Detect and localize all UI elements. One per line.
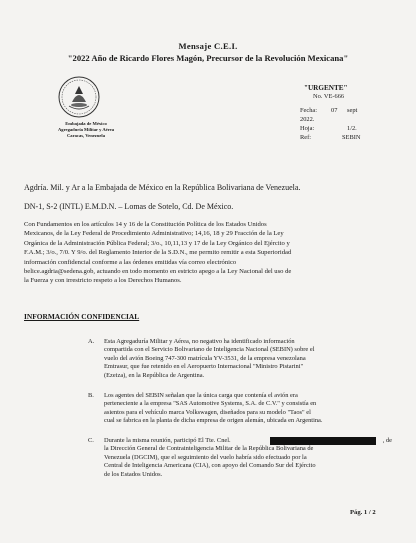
list-item-first-line [104, 437, 392, 445]
list-item-line: Venezuela (DGCIM), que el seguimiento del vuelo habría sido efectuado por la [104, 453, 307, 461]
list-item-line: (Ezeiza), en la República de Argentina. [104, 371, 205, 379]
embassy-identification [46, 121, 126, 138]
embassy-line: Agregaduría Militar y Aérea [57, 126, 114, 132]
ref-value: SEBIN [342, 134, 361, 141]
section-title: INFORMACIÓN CONFIDENCIAL [24, 312, 140, 321]
hoja-value: 1/2. [347, 125, 357, 132]
fecha-day: 07 [331, 107, 338, 114]
list-item-letter: B. [88, 392, 94, 399]
list-item-line: perteneciente a la empresa "SAS Automotive Systems, S.A. de C.V." y consistía en [104, 400, 317, 408]
list-item-line: asientos para el vehículo marca Volkswagen, diseñados para su modelo "Taos" el [104, 408, 311, 416]
fecha-month: sept [347, 107, 358, 114]
urgency-label: "URGENTE" [304, 84, 348, 92]
fecha-label: Fecha: [300, 107, 318, 114]
list-item-line: Central de Inteligencia Americana (CIA), con apoyo del Comando Sur del Ejército [104, 462, 316, 470]
paragraph-line: belice.agdria@sedena.gob, actuando en todo momento en estricto apego a la Ley Nacional del uso de [24, 268, 292, 276]
list-item-line-end: , de [382, 437, 392, 444]
page-number: Pág. 1 / 2 [350, 509, 376, 516]
paragraph-line: información confidencial conforme a las órdenes emitidas vía correo electrónico [24, 258, 237, 266]
legal-basis-paragraph [24, 220, 394, 286]
paragraph-line: Con Fundamentos en los artículos 14 y 16 de la Constitución Política de los Estados Unidos [24, 221, 267, 228]
list-item [104, 392, 392, 426]
list-item-letter: C. [88, 437, 94, 444]
addressee-to: DN-1, S-2 (INTL) E.M.D.N. – Lomas de Sotelo, Cd. De México. [24, 202, 234, 211]
redaction-bar [270, 437, 376, 445]
embassy-line: Caracas, Venezuela [66, 132, 106, 138]
list-item-line: Emtrasur, que fue retenido en el Aeropuerto Internacional "Ministro Pistarini" [104, 363, 304, 371]
fecha-year: 2022. [300, 116, 315, 123]
addressee-from: Agdría. Mil. y Ar a la Embajada de México en la República Bolivariana de Venezuela. [24, 183, 301, 192]
ref-label: Ref: [300, 134, 312, 141]
embassy-line: Embajada de México [65, 121, 107, 126]
document-header-title: Mensaje C.E.I. [178, 41, 238, 51]
list-item-line: cual se fabrica en la planta de dicha empresa de origen alemán, ubicada en Argentina. [104, 417, 323, 425]
paragraph-line: la Fuerza y con irrestricto respeto a los Derechos Humanos. [24, 277, 182, 285]
message-number: No. VE-666 [313, 93, 345, 100]
list-item-line: compartida con el Servicio Bolivariano de Inteligencia Nacional (SEBIN) sobre el [104, 346, 315, 354]
list-item-line: Los agentes del SEBIN señalan que la única carga que contenía el avión era [104, 392, 298, 399]
mexico-coat-of-arms-icon [58, 76, 100, 118]
list-item [104, 338, 392, 380]
list-item-line: Esta Agregaduría Militar y Aérea, no negativo ha identificado información [104, 338, 295, 345]
list-item-line: de los Estados Unidos. [104, 470, 163, 478]
list-item-line: la Dirección General de Contrainteligencia Militar de la República Bolivariana de [104, 445, 314, 453]
paragraph-line: F.A.M.; 3/o., 7/0. Y 9/o. del Reglamento Interior de la S.D.N., me permito remitir a esta Superioridad [24, 249, 292, 257]
list-item-line-start: Durante la misma reunión, participó El Tte. Cnel. [104, 437, 231, 444]
list-item [104, 437, 392, 479]
paragraph-line: Mexicanos, de la Ley Federal de Procedimiento Administrativo; 14,16, 18 y 29 Fracción de la Ley [24, 230, 284, 238]
document-header-subtitle: "2022 Año de Ricardo Flores Magón, Precursor de la Revolución Mexicana" [67, 53, 349, 63]
hoja-label: Hoja: [300, 125, 315, 132]
paragraph-line: Orgánica de la Administración Pública Federal; 3/o., 10,11,13 y 17 de la Ley Orgánico del Ejército y [24, 239, 290, 247]
list-item-letter: A. [88, 338, 95, 345]
list-item-line: vuelo del avión Boeing 747-300 matrícula YV-3531, de la empresa venezolana [104, 354, 306, 362]
